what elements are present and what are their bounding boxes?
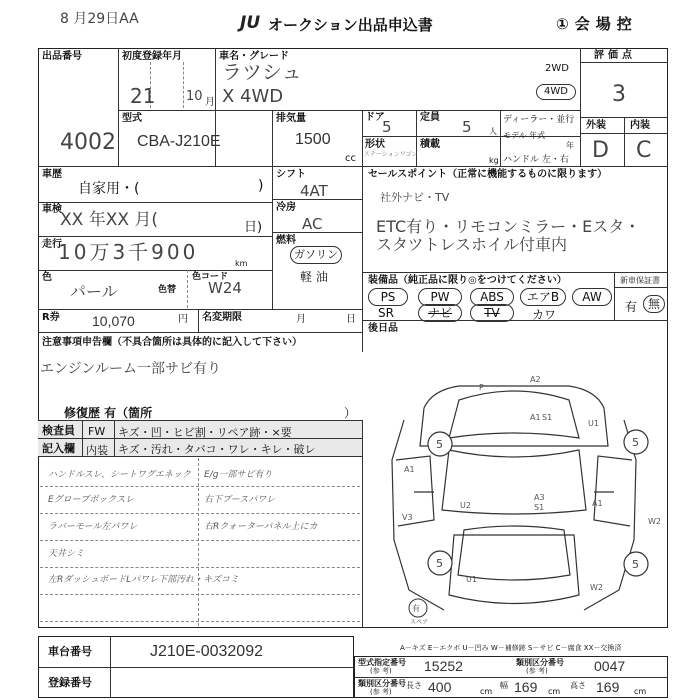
chassis-value: J210E-0032092 bbox=[150, 643, 263, 660]
door-value: 5 bbox=[382, 118, 392, 136]
equipment-aw: AW bbox=[572, 288, 612, 306]
first-registration-month: 10 bbox=[186, 89, 203, 104]
venue-copy-label: ①会場控 bbox=[556, 15, 638, 33]
car-name-value: ラツシュ bbox=[222, 60, 302, 84]
equipment-navi: ナビ bbox=[418, 304, 462, 322]
wheel-mark-rl: 5 bbox=[436, 557, 443, 570]
wheel-mark-fr: 5 bbox=[632, 436, 639, 449]
handwritten-note-7: 天井シミ bbox=[48, 549, 85, 559]
model-designation-number: 15252 bbox=[424, 658, 463, 674]
drive-2wd: 2WD bbox=[545, 63, 569, 74]
svg-text:A2: A2 bbox=[530, 375, 541, 384]
load-label: 積載 bbox=[420, 139, 440, 150]
wheel-mark-rr: 5 bbox=[632, 558, 639, 571]
svg-text:有: 有 bbox=[412, 604, 420, 613]
svg-text:A1: A1 bbox=[530, 413, 541, 422]
svg-text:スペア: スペア bbox=[410, 619, 429, 626]
handwritten-note-8: 左RダッシュボードLパワレ下部汚れ・キズコミ bbox=[48, 575, 239, 585]
ju-logo: JU bbox=[240, 13, 261, 33]
handwritten-note-1: ハンドルスレ、シートワグエネック bbox=[48, 470, 191, 480]
interior-row-label: 内装 bbox=[86, 444, 108, 457]
svg-text:S1: S1 bbox=[542, 413, 553, 422]
chassis-label: 車台番号 bbox=[48, 645, 92, 658]
capacity-value: 5 bbox=[462, 118, 472, 136]
selling-point-label: セールスポイント（正常に機能するものに限ります） bbox=[368, 169, 608, 180]
svg-text:S1: S1 bbox=[534, 503, 545, 512]
equipment-sr: SR bbox=[378, 306, 394, 320]
mileage-label: 走行 bbox=[42, 239, 62, 250]
warranty-label: 新車保証書 bbox=[620, 276, 660, 285]
repair-history-label: 修復歴 有（箇所 bbox=[64, 406, 153, 420]
damage-codes-interior: キズ・汚れ・タバコ・ワレ・キレ・破レ bbox=[118, 443, 316, 456]
registration-label: 登録番号 bbox=[48, 676, 92, 689]
capacity-label: 定員 bbox=[420, 112, 440, 123]
equipment-leather: カワ bbox=[532, 308, 557, 322]
entry-label: 記入欄 bbox=[42, 442, 75, 455]
interior-label: 内装 bbox=[630, 120, 650, 131]
length-value: 400 bbox=[428, 679, 452, 695]
title-date-label: 名変期限 bbox=[202, 312, 242, 323]
car-hood-outline bbox=[449, 391, 579, 438]
handwritten-note-6: 右Rクォーターパネル上にカ bbox=[204, 522, 318, 532]
exterior-grade-value: D bbox=[592, 138, 609, 163]
color-label: 色 bbox=[42, 272, 52, 283]
first-registration-year: 21 bbox=[130, 84, 156, 108]
svg-text:U1: U1 bbox=[466, 575, 477, 584]
selling-point-note: 社外ナビ・TV bbox=[380, 191, 450, 204]
svg-text:W2: W2 bbox=[648, 517, 661, 526]
fw-label: FW bbox=[88, 425, 106, 438]
color-code-label: 色コード bbox=[192, 272, 229, 282]
color-replace-label: 色替 bbox=[158, 285, 177, 295]
car-rear-outline bbox=[449, 535, 579, 604]
interior-grade-value: C bbox=[636, 138, 652, 163]
equipment-pw: PW bbox=[418, 288, 462, 306]
lot-number-value: 4002 bbox=[60, 130, 116, 155]
handwritten-note-5: ラバーモール左パワレ bbox=[48, 522, 138, 532]
equipment-tv: TV bbox=[470, 304, 514, 322]
type-value: CBA-J210E bbox=[137, 133, 221, 150]
color-code-value: W24 bbox=[208, 279, 242, 297]
inspection-value: XX 年XX 月( bbox=[60, 210, 159, 230]
equipment-airbag: エアB bbox=[520, 288, 566, 306]
score-label: 評価点 bbox=[594, 50, 636, 61]
shape-label: 形状 bbox=[365, 139, 385, 150]
first-registration-label: 初度登録年月 bbox=[122, 51, 182, 62]
width-value: 169 bbox=[514, 679, 538, 695]
displacement-value: 1500 bbox=[295, 131, 331, 148]
model-grade-label: 車名・グレード bbox=[219, 51, 289, 62]
usage-label: 車歴 bbox=[42, 169, 62, 180]
damage-codes-exterior: キズ・凹・ヒビ割・リペア跡・×要 bbox=[118, 426, 292, 439]
car-right-doors bbox=[594, 456, 632, 526]
fuel-label: 燃料 bbox=[276, 235, 296, 246]
svg-text:P: P bbox=[479, 383, 484, 392]
svg-text:U1: U1 bbox=[588, 419, 599, 428]
form-title: オークション出品申込書 bbox=[268, 16, 433, 34]
handwritten-note-2: E/g一部サビ有り bbox=[204, 470, 273, 480]
lot-number-label: 出品番号 bbox=[42, 51, 82, 62]
handle-label: ハンドル 左・右 bbox=[503, 155, 569, 165]
svg-text:U2: U2 bbox=[460, 501, 471, 510]
handwritten-note-4: 右下ブースパワレ bbox=[204, 495, 276, 505]
inspector-label: 検査員 bbox=[42, 424, 75, 437]
car-rear-window-outline bbox=[458, 526, 570, 580]
type-label: 型式 bbox=[122, 113, 142, 124]
color-value: パール bbox=[70, 282, 118, 301]
svg-text:V3: V3 bbox=[402, 513, 413, 522]
svg-text:A3: A3 bbox=[534, 493, 545, 502]
notes-label: 注意事項申告欄（不具合箇所は具体的に記入して下さい） bbox=[42, 337, 302, 348]
handwritten-note-3: Eグローブボックスレ bbox=[48, 495, 135, 505]
after-items-label: 後日品 bbox=[368, 323, 398, 334]
grade-value: X 4WD bbox=[222, 86, 284, 107]
recycle-value: 10,070 bbox=[92, 313, 135, 329]
displacement-label: 排気量 bbox=[276, 113, 306, 124]
equipment-label: 装備品（純正品に限り◎をつけてください） bbox=[368, 275, 567, 286]
shift-value: 4AT bbox=[300, 182, 328, 200]
drive-4wd-circled: 4WD bbox=[536, 84, 576, 100]
warranty-none-circled: 無 bbox=[643, 295, 665, 313]
ac-value: AC bbox=[302, 215, 323, 233]
equipment-abs: ABS bbox=[470, 288, 514, 306]
recycle-label: R券 bbox=[42, 312, 60, 323]
dealer-label: ディーラー・並行 bbox=[503, 115, 575, 125]
fuel-diesel-option: 軽 油 bbox=[300, 270, 328, 284]
svg-text:W2: W2 bbox=[590, 583, 603, 592]
inspection-label: 車検 bbox=[42, 204, 62, 215]
car-damage-diagram bbox=[364, 360, 668, 626]
classification-number: 0047 bbox=[594, 658, 626, 674]
door-label: ドア bbox=[365, 112, 385, 123]
svg-text:A1: A1 bbox=[404, 465, 415, 474]
form-date: 8 月29日AA bbox=[60, 11, 139, 27]
score-value: 3 bbox=[612, 82, 626, 107]
ac-label: 冷房 bbox=[276, 202, 296, 213]
height-value: 169 bbox=[596, 679, 620, 695]
equipment-ps: PS bbox=[368, 288, 408, 306]
damage-legend: A－キズ E－エクボ U－凹み W－補修跡 S－サビ C－腐食 XX－交換済 bbox=[400, 644, 622, 652]
fuel-gasoline-circled: ガソリン bbox=[290, 246, 342, 264]
exterior-label: 外装 bbox=[586, 120, 606, 131]
model-year-label: モデル 年式 bbox=[503, 131, 546, 140]
svg-text:A1: A1 bbox=[592, 499, 603, 508]
selling-point-text: ETC有り・リモコンミラー・Eスタ・スタツトレスホイル付車内 bbox=[376, 217, 641, 254]
usage-value: 自家用・( bbox=[78, 181, 140, 197]
shift-label: シフト bbox=[276, 169, 306, 180]
notes-value: エンジンルーム一部サビ有り bbox=[40, 361, 221, 377]
mileage-value: 10万3千900 bbox=[58, 240, 199, 264]
wheel-mark-fl: 5 bbox=[436, 438, 443, 451]
